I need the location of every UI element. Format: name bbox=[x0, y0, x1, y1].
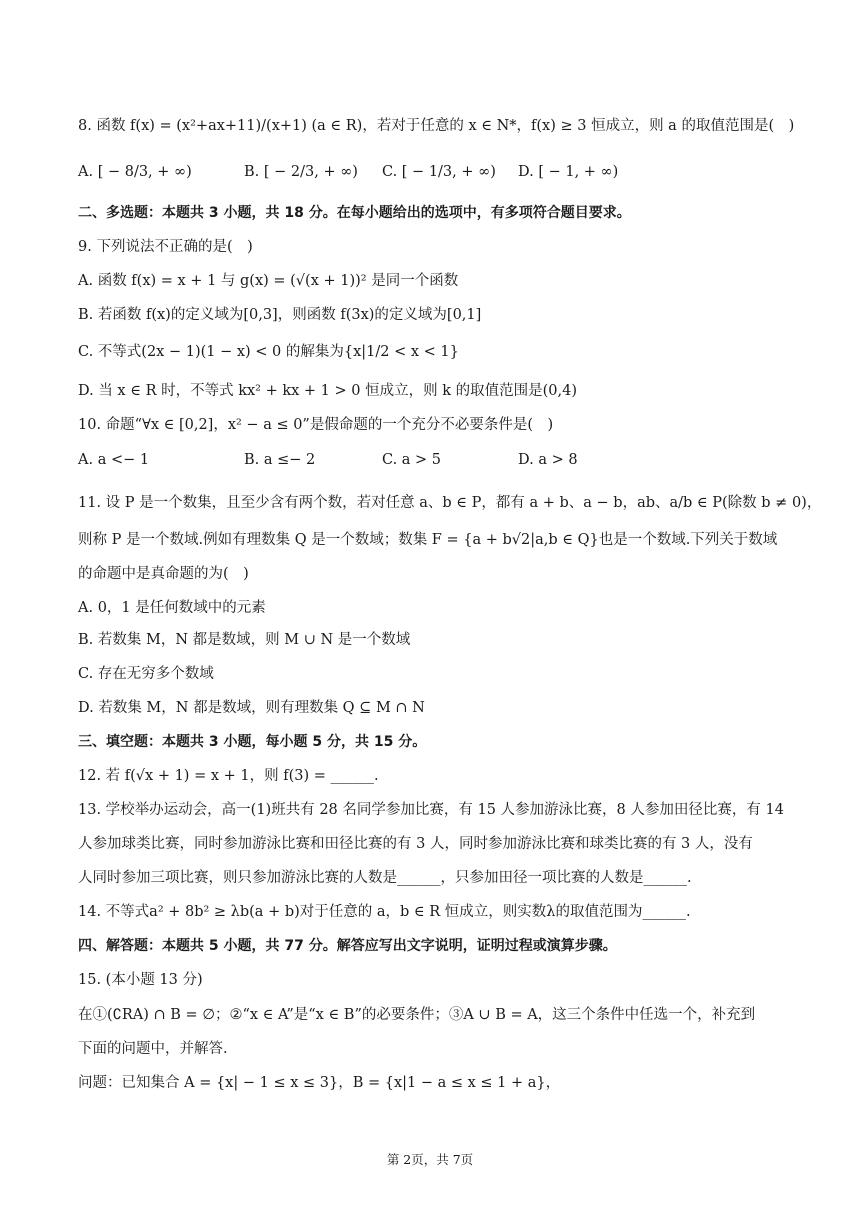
question-12: 12. 若 f(√x + 1) = x + 1，则 f(3) = ______. bbox=[78, 768, 379, 784]
question-11-line-3: 的命题中是真命题的为( ) bbox=[78, 566, 249, 582]
option-d: D. a > 8 bbox=[518, 452, 578, 468]
question-13-line-1: 13. 学校举办运动会，高一(1)班共有 28 名同学参加比赛，有 15 人参加游泳比赛，8 人参加田径比赛，有 14 bbox=[78, 802, 784, 818]
question-9-option-a: A. 函数 f(x) = x + 1 与 g(x) = (√(x + 1))² 是同一个函数 bbox=[78, 273, 459, 289]
section-fill-in: 三、填空题：本题共 3 小题，每小题 5 分，共 15 分。 bbox=[78, 734, 427, 750]
option-c: C. [ − 1/3, + ∞) bbox=[382, 164, 496, 180]
question-11-line-2: 则称 P 是一个数域.例如有理数集 Q 是一个数域；数集 F = {a + b√2|a,b ∈ Q}也是一个数域.下列关于数域 bbox=[78, 532, 778, 548]
question-11-option-a: A. 0，1 是任何数域中的元素 bbox=[78, 600, 266, 616]
option-d: D. [ − 1, + ∞) bbox=[518, 164, 619, 180]
option-c: C. a > 5 bbox=[382, 452, 442, 468]
question-8-options bbox=[78, 162, 778, 182]
question-11-option-c: C. 存在无穷多个数域 bbox=[78, 666, 214, 682]
option-b: B. [ − 2/3, + ∞) bbox=[244, 164, 358, 180]
question-15-line-3: 问题：已知集合 A = {x| − 1 ≤ x ≤ 3}，B = {x|1 − a ≤ x ≤ 1 + a}， bbox=[78, 1075, 561, 1091]
question-9: 9. 下列说法不正确的是( ) bbox=[78, 239, 253, 255]
question-9-option-b: B. 若函数 f(x)的定义域为[0,3]，则函数 f(3x)的定义域为[0,1] bbox=[78, 307, 482, 323]
option-b: B. a ≤− 2 bbox=[244, 452, 316, 468]
question-15: 15. (本小题 13 分) bbox=[78, 972, 203, 988]
section-solutions: 四、解答题：本题共 5 小题，共 77 分。解答应写出文字说明，证明过程或演算步骤。 bbox=[78, 938, 617, 954]
question-11-option-b: B. 若数集 M，N 都是数域，则 M ∪ N 是一个数域 bbox=[78, 632, 411, 648]
page-footer: 第 2页，共 7页 bbox=[386, 1152, 474, 1167]
option-a: A. a <− 1 bbox=[78, 452, 150, 468]
question-15-line-1: 在①(∁RA) ∩ B = ∅；②“x ∈ A”是“x ∈ B”的必要条件；③A ∪ B = A，这三个条件中任选一个，补充到 bbox=[78, 1007, 756, 1023]
question-10: 10. 命题“∀x ∈ [0,2]，x² − a ≤ 0”是假命题的一个充分不必要条件是( ) bbox=[78, 417, 554, 433]
question-9-option-c: C. 不等式(2x − 1)(1 − x) < 0 的解集为{x|1/2 < x < 1} bbox=[78, 344, 459, 360]
question-11-option-d: D. 若数集 M，N 都是数域，则有理数集 Q ⊆ M ∩ N bbox=[78, 700, 425, 716]
question-15-line-2: 下面的问题中，并解答. bbox=[78, 1041, 228, 1057]
question-13-line-2: 人参加球类比赛，同时参加游泳比赛和田径比赛的有 3 人，同时参加游泳比赛和球类比赛的有 3 人，没有 bbox=[78, 836, 753, 852]
question-9-option-d: D. 当 x ∈ R 时，不等式 kx² + kx + 1 > 0 恒成立，则 k 的取值范围是(0,4) bbox=[78, 383, 577, 399]
question-13-line-3: 人同时参加三项比赛，则只参加游泳比赛的人数是______，只参加田径一项比赛的人数是______. bbox=[78, 870, 692, 886]
question-10-options bbox=[78, 450, 778, 470]
question-14: 14. 不等式a² + 8b² ≥ λb(a + b)对于任意的 a，b ∈ R 恒成立，则实数λ的取值范围为______. bbox=[78, 904, 691, 920]
section-multiple-choice: 二、多选题：本题共 3 小题，共 18 分。在每小题给出的选项中，有多项符合题目要求。 bbox=[78, 205, 631, 221]
question-8: 8. 函数 f(x) = (x²+ax+11)/(x+1) (a ∈ R)，若对于任意的 x ∈ N*，f(x) ≥ 3 恒成立，则 a 的取值范围是( ) bbox=[78, 118, 795, 134]
option-a: A. [ − 8/3, + ∞) bbox=[78, 164, 192, 180]
question-11-line-1: 11. 设 P 是一个数集，且至少含有两个数，若对任意 a、b ∈ P，都有 a + b、a − b，ab、a/b ∈ P(除数 b ≠ 0)， bbox=[78, 495, 822, 511]
